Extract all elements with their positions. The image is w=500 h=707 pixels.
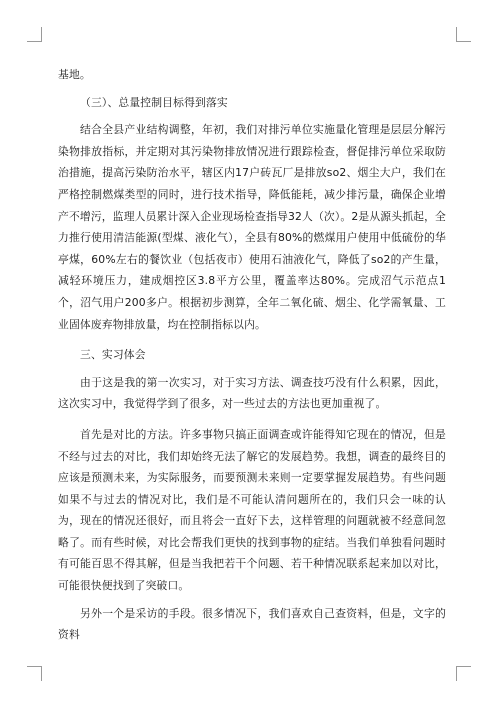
paragraph-comparison-method: 首先是对比的方法。许多事物只搞正面调查或许能得知它现在的情况，但是不经与过去的对比，我们却始终无法了解它的发展趋势。我想，调查的最终目的应该是预测未来，为实际服务，而要预测未来则一定要掌握发展趋势。有些问题如果不与过去的情况对比，我们是不可能认清问题所在的，我们只会一味的认为，现在的情况还很好，而且将会一直好下去，这样管理的问题就被不经意间忽略了。而有些时候，对比会帮我们更快的找到事物的症结。当我们单独看问题时有可能百思不得其解，但是当我把若干个问题、若干种情况联系起来加以对比，可能很快便找到了突破口。 xyxy=(58,427,446,593)
document-body xyxy=(58,64,446,646)
section-heading-total-control: （三）、总量控制目标得到落实 xyxy=(80,95,228,109)
crop-mark-top-left xyxy=(27,27,42,42)
crop-mark-bottom-left xyxy=(27,666,42,681)
crop-mark-top-right xyxy=(456,27,471,42)
crop-mark-bottom-right xyxy=(456,666,471,681)
paragraph-total-control: 结合全县产业结构调整，年初，我们对排污单位实施量化管理是层层分解污染物排放指标，并定期对其污染物排放情况进行跟踪检查，督促排污单位采取防治措施，提高污染防治水平，辖区内17户砖瓦厂是排放so2、烟尘大户，我们在严格控制燃煤类型的同时，进行技术指导，降低能耗，减少排污量，确保企业增产不增污，监理人员累计深入企业现场检查指导32人（次）。2是从源头抓起，全力推行使用清洁能源(型煤、液化气），全县有80%的燃煤用户使用中低硫份的华亭煤，60%左右的餐饮业（包括夜市）使用石油液化气，降低了so2的产生量，减轻环境压力，建成烟控区3.8平方公里，覆盖率达80%。完成沼气示范点1个，沼气用户200多户。根据初步测算，全年二氧化硫、烟尘、化学需氧量、工业固体废弃物排放量，均在控制指标以内。 xyxy=(58,123,446,331)
paragraph-intro: 由于这是我的第一次实习，对于实习方法、调查技巧没有什么积累，因此，这次实习中，我觉得学到了很多，对一些过去的方法也更加重视了。 xyxy=(58,375,446,411)
section-heading-internship-experience: 三、实习体会 xyxy=(80,348,146,362)
paragraph-continuation: 基地。 xyxy=(58,68,91,81)
paragraph-interview-method: 另外一个是采访的手段。很多情况下，我们喜欢自己查资料，但是，文字的资料 xyxy=(58,606,446,642)
